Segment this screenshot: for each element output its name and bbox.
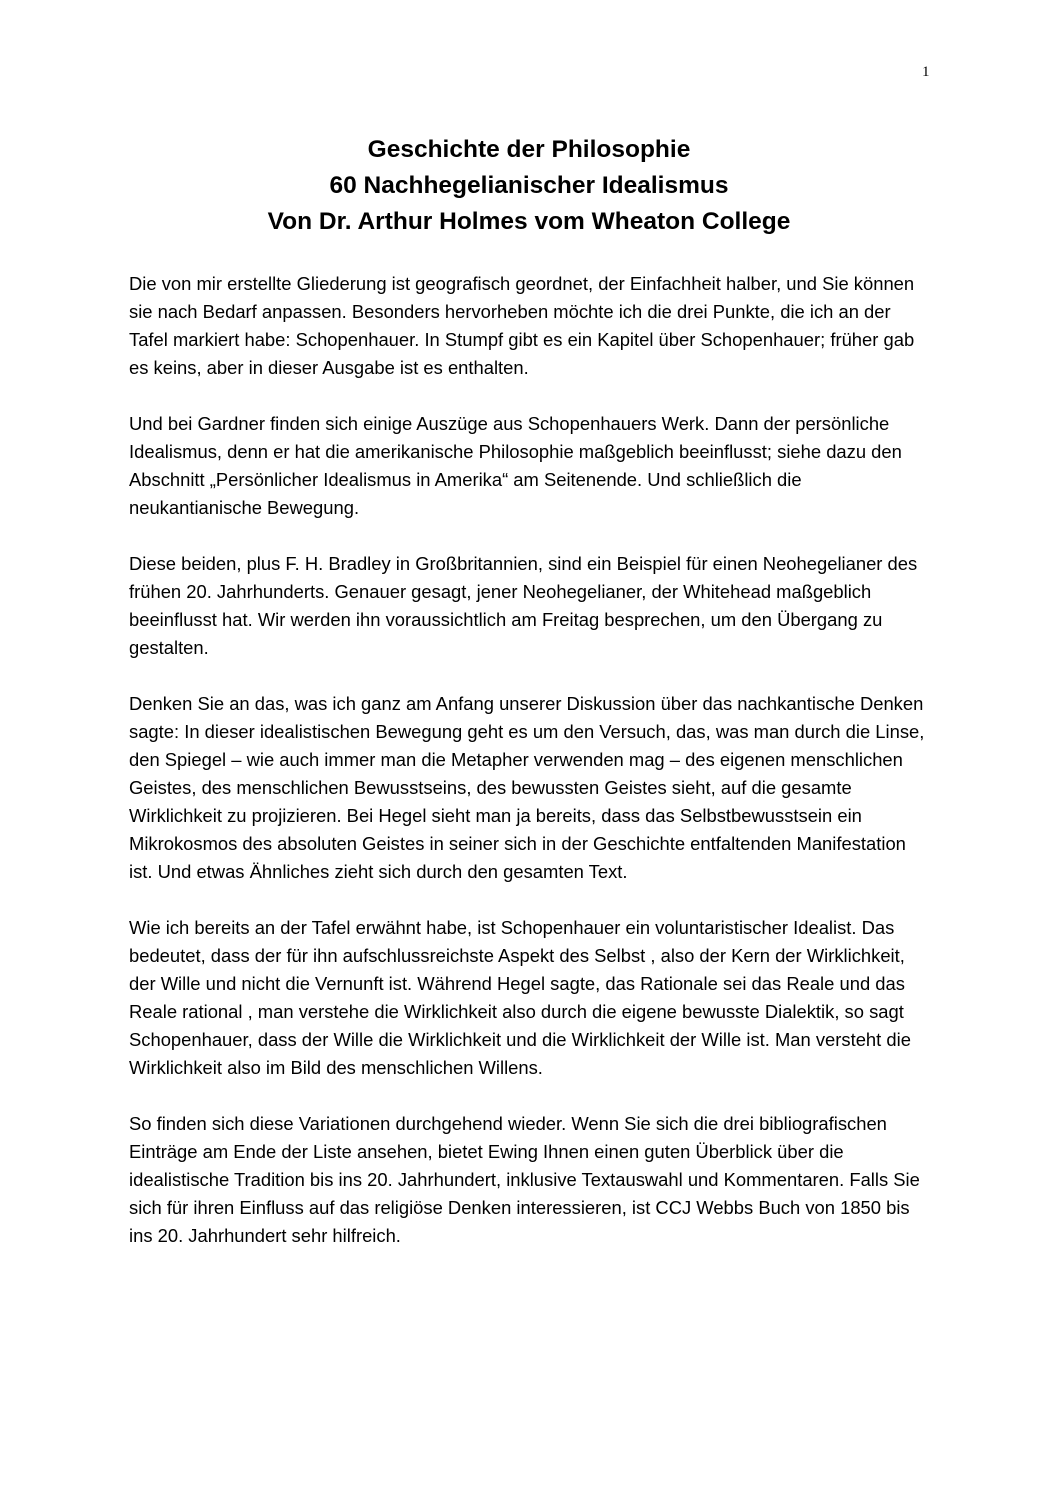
title-lecture: 60 Nachhegelianischer Idealismus bbox=[329, 172, 729, 199]
paragraph-1: Die von mir erstellte Gliederung ist geografisch geordnet, der Einfachheit halber, und Sie können sie nach Bedarf anpassen. Besonders hervorheben möchte ich die drei Punkte, die ich an der Tafel markiert habe: Schopenhauer. In Stumpf gibt es ein Kapitel über Schopenhauer; früher gab es keins, aber in dieser Ausgabe ist es enthalten. bbox=[129, 273, 915, 378]
document-title bbox=[0, 132, 1058, 240]
page-number: 1 bbox=[922, 64, 930, 80]
document-body bbox=[129, 270, 929, 1278]
paragraph-4: Denken Sie an das, was ich ganz am Anfang unserer Diskussion über das nachkantische Denken sagte: In dieser idealistischen Bewegung geht es um den Versuch, das, was man durch die Linse, den Spiegel – wie auch immer man die Metapher verwenden mag – des eigenen menschlichen Geistes, des menschlichen Bewusstseins, des bewussten Geistes sieht, auf die gesamte Wirklichkeit zu projizieren. Bei Hegel sieht man ja bereits, dass das Selbstbewusstsein ein Mikrokosmos des absoluten Geistes in seiner sich in der Geschichte entfaltenden Manifestation ist. Und etwas Ähnliches zieht sich durch den gesamten Text. bbox=[129, 693, 925, 882]
paragraph-3: Diese beiden, plus F. H. Bradley in Großbritannien, sind ein Beispiel für einen Neohegelianer des frühen 20. Jahrhunderts. Genauer gesagt, jener Neohegelianer, der Whitehead maßgeblich beeinflusst hat. Wir werden ihn voraussichtlich am Freitag besprechen, um den Übergang zu gestalten. bbox=[129, 553, 918, 658]
paragraph-5: Wie ich bereits an der Tafel erwähnt habe, ist Schopenhauer ein voluntaristischer Idealist. Das bedeutet, dass der für ihn aufschlussreichste Aspekt des Selbst , also der Kern der Wirklichkeit, der Wille und nicht die Vernunft ist. Während Hegel sagte, das Rationale sei das Reale und das Reale rational , man verstehe die Wirklichkeit also durch die eigene bewusste Dialektik, so sagt Schopenhauer, dass der Wille die Wirklichkeit und die Wirklichkeit der Wille ist. Man versteht die Wirklichkeit also im Bild des menschlichen Willens. bbox=[129, 917, 911, 1078]
title-author: Von Dr. Arthur Holmes vom Wheaton College bbox=[267, 208, 791, 235]
title-course: Geschichte der Philosophie bbox=[367, 136, 691, 163]
paragraph-6: So finden sich diese Variationen durchgehend wieder. Wenn Sie sich die drei bibliografischen Einträge am Ende der Liste ansehen, bietet Ewing Ihnen einen guten Überblick über die idealistische Tradition bis ins 20. Jahrhundert, inklusive Textauswahl und Kommentaren. Falls Sie sich für ihren Einfluss auf das religiöse Denken interessieren, ist CCJ Webbs Buch von 1850 bis ins 20. Jahrhundert sehr hilfreich. bbox=[129, 1113, 920, 1246]
paragraph-2: Und bei Gardner finden sich einige Auszüge aus Schopenhauers Werk. Dann der persönliche Idealismus, denn er hat die amerikanische Philosophie maßgeblich beeinflusst; siehe dazu den Abschnitt „Persönlicher Idealismus in Amerika“ am Seitenende. Und schließlich die neukantianische Bewegung. bbox=[129, 413, 902, 518]
